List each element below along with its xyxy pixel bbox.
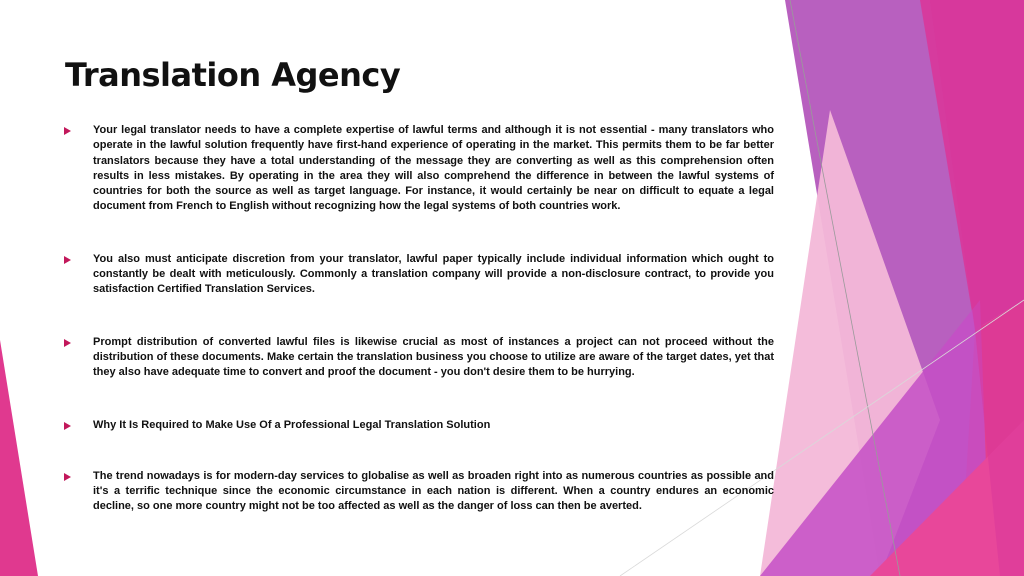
left-pink-triangle (0, 340, 38, 576)
bullet-list (62, 123, 774, 515)
triangle-bullet-icon (64, 422, 71, 430)
list-item (62, 418, 774, 433)
triangle-bullet-icon (64, 339, 71, 347)
list-item (62, 123, 774, 215)
triangle-bullet-icon (64, 256, 71, 264)
triangle-bullet-icon (64, 473, 71, 481)
triangle-bullet-icon (64, 127, 71, 135)
list-item (62, 252, 774, 298)
list-item (62, 469, 774, 515)
bullet-text: Why It Is Required to Make Use Of a Professional Legal Translation Solution (93, 418, 491, 431)
bullet-text: Prompt distribution of converted lawful files is likewise crucial as most of instances a project can not proceed without the distribution of these documents. Make certain the translation business you choose to utilize are aware of the target dates, yet that they also have adequate time to convert and proof the document - you don't desire them to be hurrying. (93, 335, 774, 379)
bullet-text: The trend nowadays is for modern-day services to globalise as well as broaden right into as numerous countries as possible and it's a terrific technique since the economic circumstance in each nation is different. When a country endures an economic decline, so one more country might not be too affected as well as the danger of loss can then be averted. (93, 469, 774, 513)
bullet-text: Your legal translator needs to have a complete expertise of lawful terms and although it is not essential - many translators who operate in the lawful solution frequently have first-hand experience of operating in the market. This permits them to be far better translators because they have a total understanding of the message they are converting as well as this comprehension often results in less mistakes. By operating in the area they will also comprehend the difference in between the lawful systems of countries for both the source as well as target language. For instance, it would certainly be near on difficult to equate a legal document from French to English without recognizing how the legal systems of both countries work. (93, 124, 774, 213)
slide-title: Translation Agency (65, 56, 401, 94)
bullet-text: You also must anticipate discretion from your translator, lawful paper typically include individual information which ought to constantly be dealt with meticulously. Commonly a translation company will provide a non-disclosure contract, to provide you satisfaction Certified Translation Services. (93, 252, 774, 296)
list-item (62, 335, 774, 381)
